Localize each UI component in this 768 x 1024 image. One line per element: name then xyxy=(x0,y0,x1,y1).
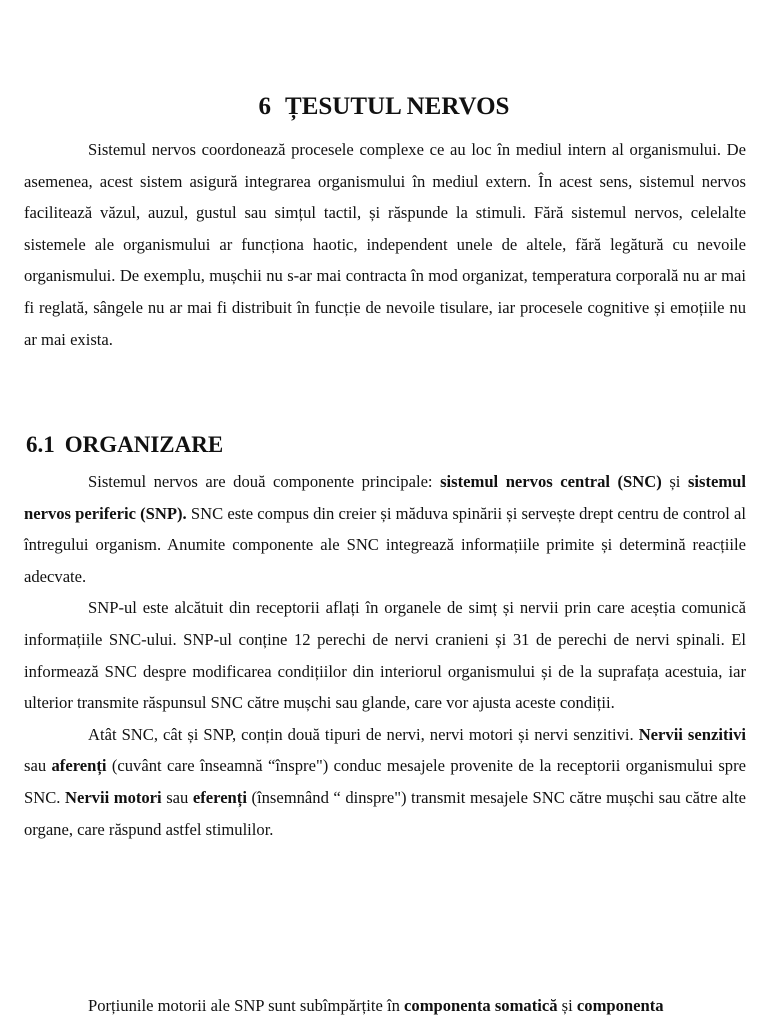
organizare-paragraph-2: SNP-ul este alcătuit din receptorii aflați în organele de simț și nervii prin care aceștia comunică informațiile SNC-ului. SNP-ul conține 12 perechi de nervi cranieni și 31 de perechi de nervi spinali. El informează SNC despre modificarea condițiilor din interiorul organismului și de la suprafața acestuia, iar ulterior transmite răspunsul SNC către mușchi sau glande, care vor ajusta aceste condiții. xyxy=(24,598,746,713)
bold-term: componenta xyxy=(576,996,664,1015)
intro-paragraph: Sistemul nervos coordonează procesele complexe ce au loc în mediul intern al organismului. De asemenea, acest sistem asigură integrarea organismului în mediul extern. În acest sens, sistemul nervos facilitează văzul, auzul, gustul sau simțul tactil, și răspunde la stimuli. Fără sistemul nervos, celelalte sistemele ale organismului ar funcționa haotic, independent unele de altele, fără legătură cu nevoile organismului. De exemplu, mușchii nu s-ar mai contracta în mod organizat, temperatura corporală nu ar mai fi reglată, sângele nu ar mai fi distribuit în funcție de nevoile tisulare, iar procesele cognitive și emoțiile nu ar mai exista. xyxy=(24,140,746,349)
section-title-text: ORGANIZARE xyxy=(64,432,224,457)
organizare-section xyxy=(24,466,746,845)
bold-term: componenta somatică xyxy=(404,996,558,1015)
bold-term: sistemul nervos periferic (SNP). xyxy=(24,472,747,523)
bold-term: aferenți xyxy=(51,756,107,776)
text-run: sau xyxy=(161,787,193,807)
chapter-title-text: ȚESUTUL NERVOS xyxy=(285,93,510,120)
chapter-title xyxy=(0,90,768,124)
intro-section xyxy=(24,134,746,355)
section-number: 6.1 xyxy=(26,432,55,457)
organizare-paragraph-3 xyxy=(24,719,746,845)
bold-term: sistemul nervos central (SNC) xyxy=(440,472,662,491)
text-run: sau xyxy=(24,756,52,776)
bold-term: Nervii motori xyxy=(64,787,162,807)
organizare-paragraph-1 xyxy=(24,466,746,592)
section-heading xyxy=(26,430,223,460)
chapter-number: 6 xyxy=(258,93,272,120)
text-run: (însemnând “ dinspre") transmit mesajele SNC către mușchi sau către alte organe, care răspund astfel stimulilor. xyxy=(24,787,746,839)
text-run: Atât SNC, cât și SNP, conțin două tipuri de nervi, nervi motori și nervi senzitivi. xyxy=(88,724,639,744)
text-run: și xyxy=(557,996,577,1015)
trailing-paragraph-section xyxy=(24,990,746,1022)
text-run: Sistemul nervos are două componente principale: xyxy=(88,472,441,491)
bold-term: Nervii senzitivi xyxy=(638,724,746,744)
trailing-paragraph xyxy=(24,990,746,1022)
text-run: Porțiunile motorii ale SNP sunt subîmpărțite în xyxy=(88,996,405,1015)
text-run: (cuvânt care înseamnă “înspre") conduc mesajele provenite de la receptorii organismului spre SNC. xyxy=(24,756,746,807)
text-run: SNC este compus din creier și măduva spinării și servește drept centru de control al întregului organism. Anumite componente ale SNC integrează informațiile primite și determină reacțiile adecvate. xyxy=(24,503,746,586)
bold-term: eferenți xyxy=(192,787,247,807)
text-run: și xyxy=(661,472,688,491)
